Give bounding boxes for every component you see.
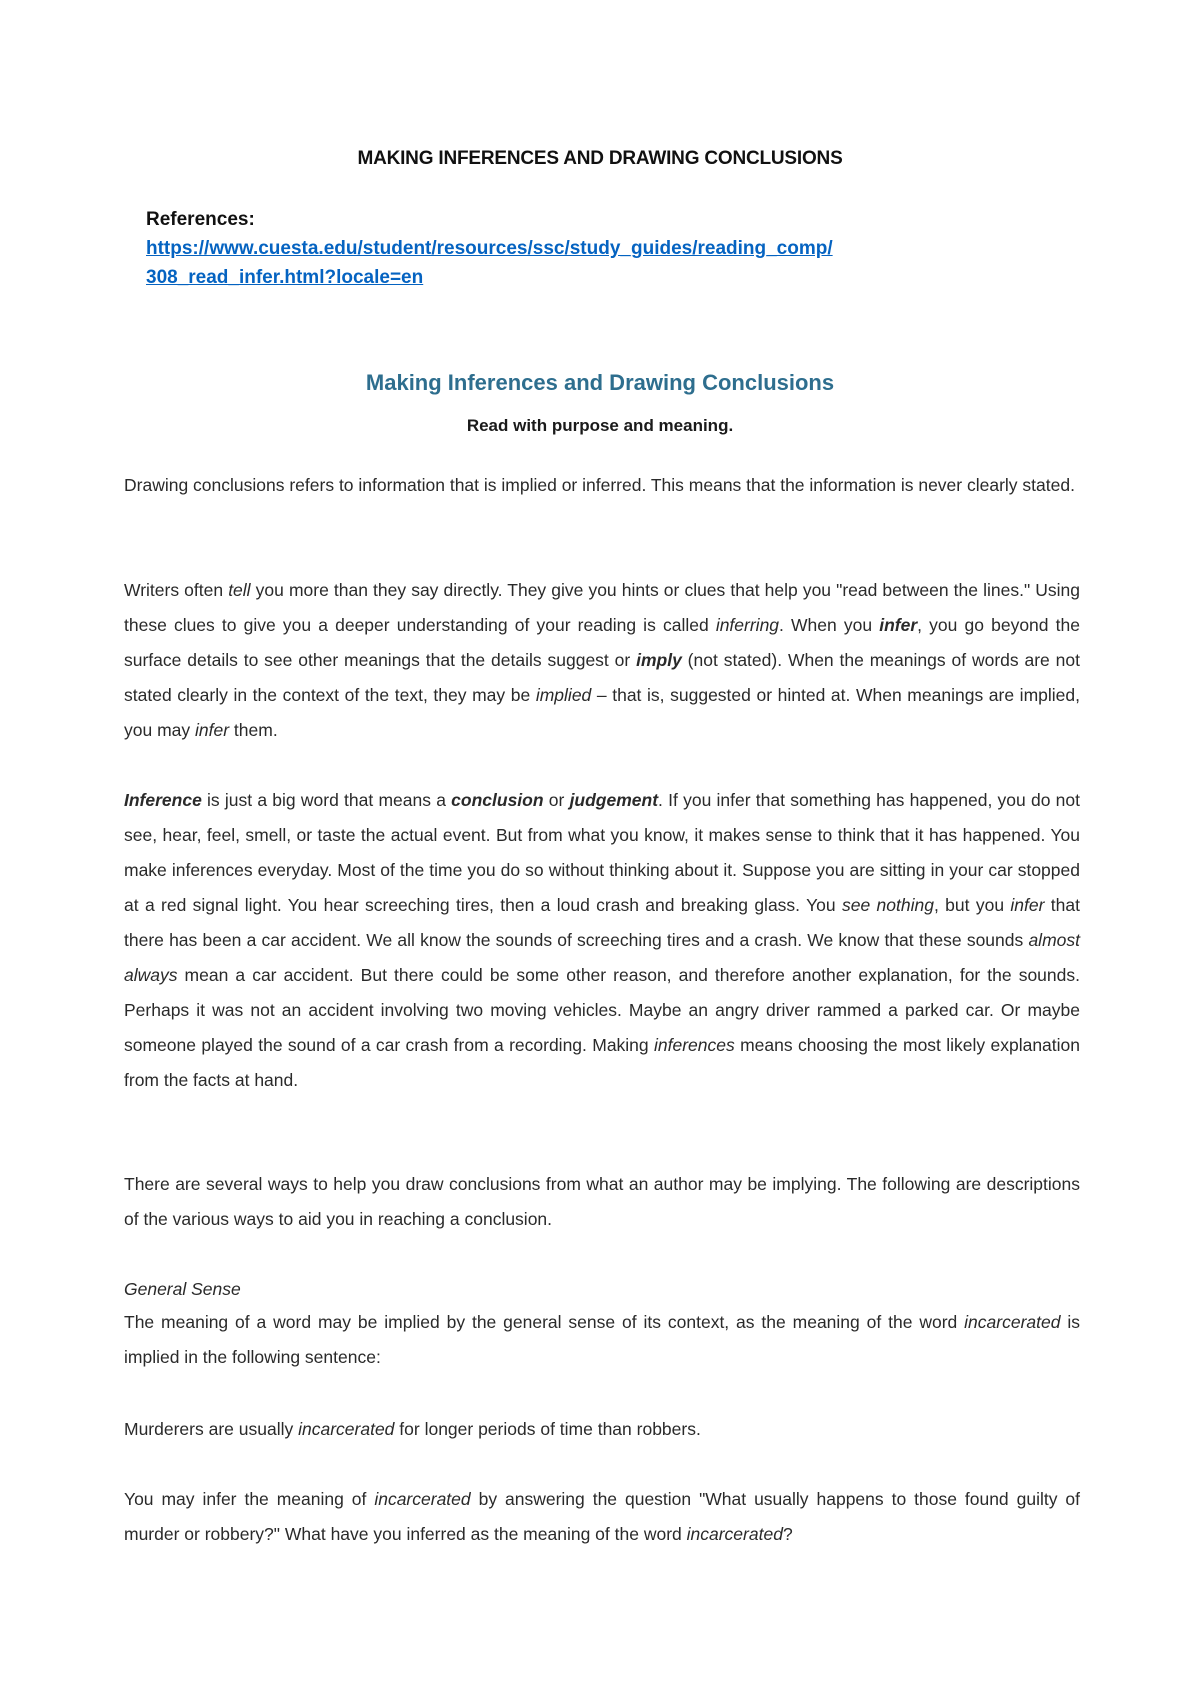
paragraph-drawing-conclusions: Drawing conclusions refers to information that is implied or inferred. This means that the information is never clearly stated. [124, 475, 1075, 495]
paragraph-infer-meaning: You may infer the meaning of incarcerated by answering the question "What usually happens to those found guilty of murder or robbery?" What have you inferred as the meaning of the word incarcerated? [124, 1489, 1080, 1544]
paragraph-writers-often-tell: Writers often tell you more than they say directly. They give you hints or clues that help you "read between the lines." Using these clues to give you a deeper understanding of your reading is called inferring. When you infer, you go beyond the surface details to see other meanings that the details suggest or imply (not stated). When the meanings of words are not stated clearly in the context of the text, they may be implied – that is, suggested or hinted at. When meanings are implied, you may infer them. [124, 580, 1080, 740]
example-sentence: Murderers are usually incarcerated for longer periods of time than robbers. [124, 1419, 701, 1439]
article-heading: Making Inferences and Drawing Conclusions [365, 370, 835, 395]
reference-link-line-1[interactable]: https://www.cuesta.edu/student/resources/ssc/study_guides/reading_comp/ [146, 238, 833, 259]
references-block [146, 205, 1096, 292]
document-title: MAKING INFERENCES AND DRAWING CONCLUSIONS [357, 148, 843, 169]
subheading-general-sense: General Sense [124, 1279, 241, 1299]
reference-link-line-2[interactable]: 308_read_infer.html?locale=en [146, 267, 424, 288]
paragraph-inference-definition: Inference is just a big word that means a conclusion or judgement. If you infer that something has happened, you do not see, hear, feel, smell, or taste the actual event. But from what you know, it makes sense to think that it has happened. You make inferences everyday. Most of the time you do so without thinking about it. Suppose you are sitting in your car stopped at a red signal light. You hear screeching tires, then a loud crash and breaking glass. You see nothing, but you infer that there has been a car accident. We all know the sounds of screeching tires and a crash. We know that these sounds almost always mean a car accident. But there could be some other reason, and therefore another explanation, for the sounds. Perhaps it was not an accident involving two moving vehicles. Maybe an angry driver rammed a parked car. Or maybe someone played the sound of a car crash from a recording. Making inferences means choosing the most likely explanation from the facts at hand. [124, 790, 1081, 1090]
paragraph-general-sense: The meaning of a word may be implied by the general sense of its context, as the meaning of the word incarcerated is implied in the following sentence: [124, 1312, 1081, 1367]
paragraph-several-ways: There are several ways to help you draw conclusions from what an author may be implying. The following are descriptions of the various ways to aid you in reaching a conclusion. [124, 1174, 1080, 1229]
references-label: References: [146, 209, 255, 230]
article-subheading: Read with purpose and meaning. [466, 416, 734, 435]
